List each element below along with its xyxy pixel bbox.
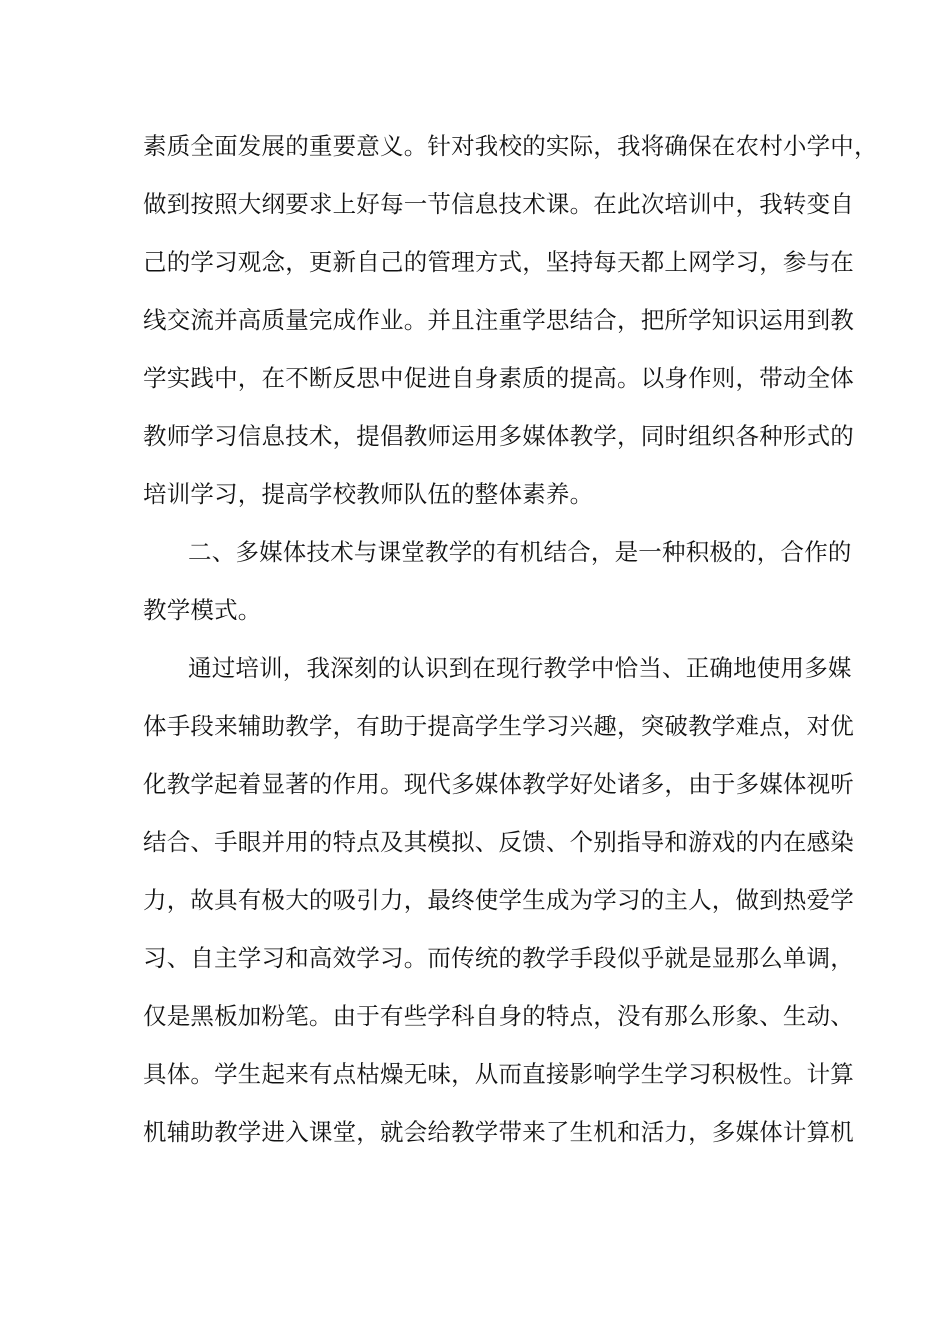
section-heading-line: 二、多媒体技术与课堂教学的有机结合，是一种积极的，合作的	[188, 538, 852, 566]
text-line: 素质全面发展的重要意义。针对我校的实际，我将确保在农村小学中，	[143, 132, 878, 160]
text-line: 培训学习，提高学校教师队伍的整体素养。	[143, 480, 594, 508]
text-line: 线交流并高质量完成作业。并且注重学思结合，把所学知识运用到教	[143, 306, 854, 334]
text-line: 通过培训，我深刻的认识到在现行教学中恰当、正确地使用多媒	[188, 654, 852, 682]
text-line: 结合、手眼并用的特点及其模拟、反馈、个别指导和游戏的内在感染	[143, 828, 854, 856]
text-line: 教师学习信息技术，提倡教师运用多媒体教学，同时组织各种形式的	[143, 422, 854, 450]
text-line: 习、自主学习和高效学习。而传统的教学手段似乎就是显那么单调，	[143, 944, 854, 972]
text-line: 学实践中，在不断反思中促进自身素质的提高。以身作则，带动全体	[143, 364, 854, 392]
text-line: 做到按照大纲要求上好每一节信息技术课。在此次培训中，我转变自	[143, 190, 854, 218]
text-line: 具体。学生起来有点枯燥无味，从而直接影响学生学习积极性。计算	[143, 1060, 854, 1088]
text-line: 体手段来辅助教学，有助于提高学生学习兴趣，突破教学难点，对优	[143, 712, 854, 740]
text-line: 机辅助教学进入课堂，就会给教学带来了生机和活力，多媒体计算机	[143, 1118, 854, 1146]
text-line: 力，故具有极大的吸引力，最终使学生成为学习的主人，做到热爱学	[143, 886, 854, 914]
section-heading-line: 教学模式。	[143, 596, 262, 624]
text-line: 化教学起着显著的作用。现代多媒体教学好处诸多，由于多媒体视听	[143, 770, 854, 798]
text-line: 仅是黑板加粉笔。由于有些学科自身的特点，没有那么形象、生动、	[143, 1002, 854, 1030]
text-line: 己的学习观念，更新自己的管理方式，坚持每天都上网学习，参与在	[143, 248, 854, 276]
